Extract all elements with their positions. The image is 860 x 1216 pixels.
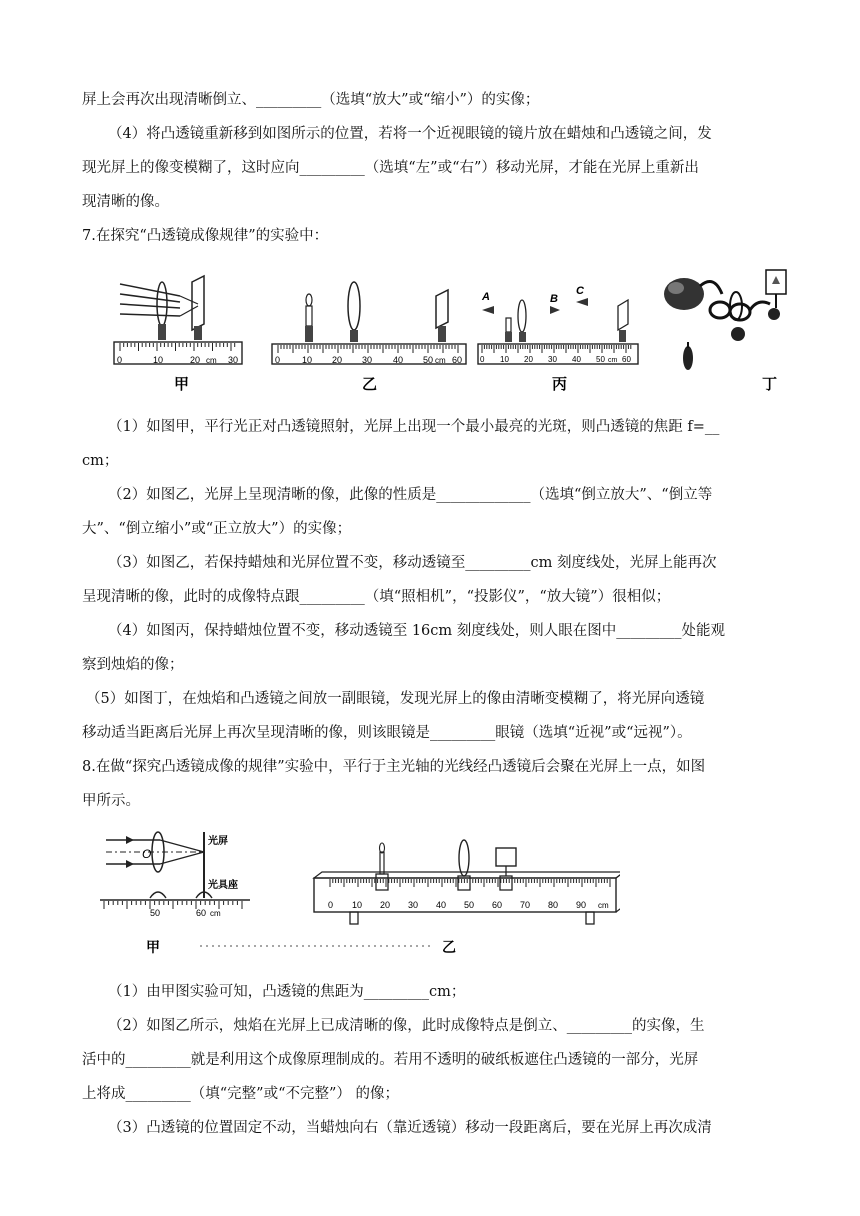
text-line: 屏上会再次出现清晰倒立、_________（选填“放大”或“缩小”）的实像； bbox=[82, 92, 540, 108]
tick-label: 40 bbox=[572, 355, 581, 364]
figure-7-ding bbox=[664, 270, 786, 393]
tick-label: 30 bbox=[548, 355, 557, 364]
text-line: （1）如图甲，平行光正对凸透镜照射，光屏上出现一个最小最亮的光斑，则凸透镜的焦距 f=__ bbox=[108, 419, 720, 435]
tick-label: 40 bbox=[436, 900, 447, 910]
point-label: A bbox=[482, 291, 490, 303]
tick-label: 20 bbox=[332, 355, 343, 365]
text-line: 活中的_________就是利用这个成像原理制成的。若用不透明的破纸板遮住凸透镜的一部分，光屏 bbox=[82, 1052, 699, 1068]
bench-label: 光具座 bbox=[208, 880, 238, 891]
tick-label: 50 bbox=[423, 355, 434, 365]
text-line: 上将成_________（填“完整”或“不完整”） 的像； bbox=[82, 1086, 400, 1102]
tick-label: 50 bbox=[464, 900, 475, 910]
tick-label: 10 bbox=[302, 355, 313, 365]
tick-label: 40 bbox=[393, 355, 404, 365]
lens-center-label: O bbox=[142, 847, 152, 861]
tick-label: cm bbox=[598, 901, 609, 910]
point-label: C bbox=[576, 285, 584, 297]
text-line: 移动适当距离后光屏上再次呈现清晰的像，则该眼镜是_________眼镜（选填“近视”或“远视”）。 bbox=[82, 725, 692, 741]
tick-label: cm bbox=[608, 357, 618, 364]
tick-label: 90 bbox=[576, 900, 587, 910]
tick-label: 10 bbox=[153, 355, 164, 365]
tick-label: cm bbox=[206, 356, 217, 365]
figure-8-jia bbox=[100, 832, 430, 955]
tick-label: 10 bbox=[352, 900, 363, 910]
figure-7-jia bbox=[114, 276, 242, 393]
tick-label: 60 bbox=[492, 900, 503, 910]
text-line: （2）如图乙所示，烛焰在光屏上已成清晰的像，此时成像特点是倒立、_________的实像，生 bbox=[108, 1018, 705, 1034]
tick-label: 20 bbox=[524, 355, 533, 364]
figure-7-yi bbox=[272, 282, 466, 393]
text-line: 现光屏上的像变模糊了，这时应向_________（选填“左”或“右”）移动光屏，才能在光屏上重新出 bbox=[82, 160, 699, 176]
figure-caption: 甲 bbox=[174, 376, 190, 393]
tick-label: 0 bbox=[275, 355, 281, 365]
text-line: （4）如图丙，保持蜡烛位置不变，移动透镜至 16cm 刻度线处，则人眼在图中_________处能观 bbox=[108, 623, 726, 639]
tick-label: cm bbox=[435, 356, 446, 365]
figure-caption: 甲 bbox=[146, 939, 160, 955]
figure-7-bing bbox=[478, 285, 638, 393]
figure-caption: 丙 bbox=[552, 376, 568, 393]
figure-caption: 乙 bbox=[362, 376, 378, 393]
question-title: 8.在做“探究凸透镜成像的规律”实验中，平行于主光轴的光线经凸透镜后会聚在光屏上一点，如图 bbox=[82, 759, 706, 775]
tick-label: 0 bbox=[480, 355, 485, 364]
tick-label: 20 bbox=[380, 900, 391, 910]
tick-label: 50 bbox=[596, 355, 605, 364]
tick-label: 30 bbox=[408, 900, 419, 910]
text-line: （4）将凸透镜重新移到如图所示的位置，若将一个近视眼镜的镜片放在蜡烛和凸透镜之间，发 bbox=[108, 126, 712, 142]
tick-label: 0 bbox=[117, 355, 123, 365]
point-label: B bbox=[550, 293, 558, 305]
tick-label: cm bbox=[210, 909, 221, 918]
screen-label: 光屏 bbox=[208, 836, 228, 847]
tick-label: 70 bbox=[520, 900, 531, 910]
figure-caption: 丁 bbox=[762, 376, 778, 393]
text-line: 呈现清晰的像，此时的成像特点跟_________（填“照相机”，“投影仪”，“放大镜”）很相似； bbox=[82, 589, 671, 605]
text-line: （5）如图丁，在烛焰和凸透镜之间放一副眼镜，发现光屏上的像由清晰变模糊了，将光屏向透镜 bbox=[86, 691, 705, 707]
tick-label: 0 bbox=[328, 900, 334, 910]
tick-label: 20 bbox=[190, 355, 201, 365]
tick-label: 10 bbox=[500, 355, 509, 364]
tick-label: 60 bbox=[196, 908, 207, 918]
tick-label: 50 bbox=[150, 908, 161, 918]
tick-label: 30 bbox=[362, 355, 373, 365]
figure-8 bbox=[100, 826, 620, 960]
tick-label: 30 bbox=[228, 355, 239, 365]
tick-label: 80 bbox=[548, 900, 559, 910]
text-line: （2）如图乙，光屏上呈现清晰的像，此像的性质是_____________（选填“倒立放大”、“倒立等 bbox=[108, 487, 713, 503]
text-line: cm； bbox=[82, 453, 119, 469]
text-line: 大”、“倒立缩小”或“正立放大”）的实像； bbox=[82, 521, 352, 537]
text-line: 甲所示。 bbox=[82, 793, 140, 809]
text-line: （1）由甲图实验可知，凸透镜的焦距为_________cm； bbox=[108, 984, 466, 1000]
text-line: （3）如图乙，若保持蜡烛和光屏位置不变，移动透镜至_________cm 刻度线处，光屏上能再次 bbox=[108, 555, 717, 571]
question-title: 7.在探究“凸透镜成像规律”的实验中： bbox=[82, 228, 329, 244]
tick-label: 60 bbox=[452, 355, 463, 365]
text-line: 察到烛焰的像； bbox=[82, 657, 184, 673]
figure-caption: 乙 bbox=[442, 939, 456, 955]
figure-8-yi bbox=[314, 840, 620, 955]
text-line: 现清晰的像。 bbox=[82, 194, 169, 210]
text-line: （3）凸透镜的位置固定不动，当蜡烛向右（靠近透镜）移动一段距离后，要在光屏上再次成清 bbox=[108, 1120, 712, 1136]
figure-7 bbox=[110, 266, 790, 396]
tick-label: 60 bbox=[622, 355, 631, 364]
